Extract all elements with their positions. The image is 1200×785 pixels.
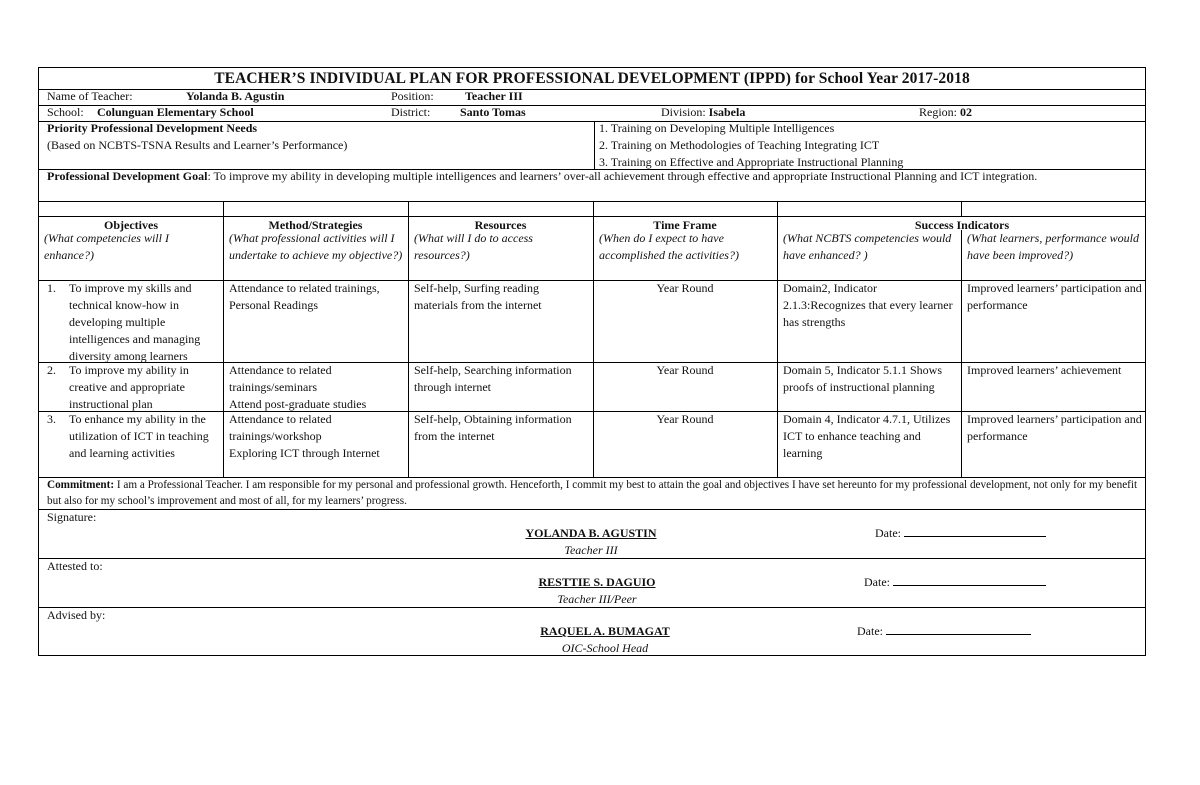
district-name: Santo Tomas bbox=[460, 105, 526, 119]
division-name: Isabela bbox=[708, 105, 746, 119]
row-learners: Improved learners’ participation and performance bbox=[967, 412, 1142, 443]
advised-label: Advised by: bbox=[47, 608, 106, 622]
col-objectives: Objectives bbox=[104, 218, 158, 232]
date-field[interactable] bbox=[875, 525, 1046, 542]
date-field[interactable] bbox=[864, 574, 1046, 591]
signatory-role: Teacher III/Peer bbox=[557, 592, 637, 606]
priority-need-item: 3. Training on Effective and Appropriate Instructional Planning bbox=[599, 155, 904, 169]
row-number: 2. bbox=[47, 363, 56, 377]
school-label: School: bbox=[47, 105, 84, 119]
date-label: Date: bbox=[857, 624, 883, 638]
col-timeframe: Time Frame bbox=[653, 218, 717, 232]
row-timeframe: Year Round bbox=[656, 281, 714, 295]
col-resources: Resources bbox=[474, 218, 527, 232]
row-number: 3. bbox=[47, 412, 56, 426]
row-method: Attendance to related trainings, Personal Readings bbox=[229, 281, 380, 312]
position-label: Position: bbox=[391, 89, 434, 103]
division bbox=[661, 104, 745, 121]
commitment-statement bbox=[47, 477, 1139, 509]
priority-need-item: 1. Training on Developing Multiple Intelligences bbox=[599, 121, 835, 135]
row-resources: Self-help, Surfing reading materials from the internet bbox=[414, 281, 542, 312]
signatory-role: Teacher III bbox=[564, 543, 618, 557]
row-resources: Self-help, Searching information through internet bbox=[414, 363, 572, 394]
methods-question: (What professional activities will I undertake to achieve my objective?) bbox=[229, 231, 403, 262]
learners-question: (What learners, performance would have been improved?) bbox=[967, 231, 1139, 262]
rule bbox=[223, 201, 224, 477]
priority-basis: (Based on NCBTS-TSNA Results and Learner’s Performance) bbox=[47, 138, 348, 152]
priority-need-item: 2. Training on Methodologies of Teaching Integrating ICT bbox=[599, 138, 880, 152]
goal-label: Professional Development Goal bbox=[47, 169, 208, 183]
signatory-name: RESTTIE S. DAGUIO bbox=[538, 575, 656, 589]
row-ncbts: Domain2, Indicator 2.1.3:Recognizes that every learner has strengths bbox=[783, 281, 953, 329]
row-objective: To enhance my ability in the utilization of ICT in teaching and learning activities bbox=[69, 412, 209, 460]
form-title: TEACHER’S INDIVIDUAL PLAN FOR PROFESSIONAL DEVELOPMENT (IPPD) for School Year 2017-2018 bbox=[214, 70, 970, 87]
row-method-line: Exploring ICT through Internet bbox=[229, 446, 380, 460]
rule bbox=[39, 201, 1145, 202]
row-method bbox=[229, 362, 405, 413]
goal-text: : To improve my ability in developing multiple intelligences and learners’ over-all achievement through effective and appropriate Instructional Planning and ICT integration. bbox=[207, 169, 1038, 183]
col-methods: Method/Strategies bbox=[268, 218, 363, 232]
col-success: Success Indicators bbox=[914, 218, 1010, 232]
signatory-role: OIC-School Head bbox=[561, 641, 649, 655]
row-timeframe: Year Round bbox=[656, 412, 714, 426]
rule bbox=[39, 216, 1145, 217]
row-method-line: Attend post-graduate studies bbox=[229, 397, 367, 411]
teacher-name: Yolanda B. Agustin bbox=[186, 89, 285, 103]
priority-heading: Priority Professional Development Needs bbox=[47, 121, 258, 135]
date-field[interactable] bbox=[857, 623, 1031, 640]
date-line[interactable] bbox=[893, 575, 1046, 586]
row-method bbox=[229, 411, 405, 462]
objectives-question: (What competencies will I enhance?) bbox=[44, 231, 169, 262]
signatory-name: YOLANDA B. AGUSTIN bbox=[525, 526, 657, 540]
row-method-line: Attendance to related trainings/seminars bbox=[229, 363, 332, 394]
date-label: Date: bbox=[875, 526, 901, 540]
row-timeframe: Year Round bbox=[656, 363, 714, 377]
teacher-position: Teacher III bbox=[465, 89, 523, 103]
row-learners: Improved learners’ achievement bbox=[967, 363, 1122, 377]
row-ncbts: Domain 5, Indicator 5.1.1 Shows proofs of instructional planning bbox=[783, 363, 942, 394]
rule bbox=[961, 201, 962, 216]
date-label: Date: bbox=[864, 575, 890, 589]
row-ncbts: Domain 4, Indicator 4.7.1, Utilizes ICT to enhance teaching and learning bbox=[783, 412, 951, 460]
commitment-text: I am a Professional Teacher. I am responsible for my personal and professional growth. Henceforth, I commit my best to attain the goal and objectives I have set hereunto for my professional development, not only for my benefit but also for my school’s improvement and most of all, for my learners’ progress. bbox=[47, 479, 1138, 507]
row-learners: Improved learners’ participation and performance bbox=[967, 281, 1142, 312]
row-objective: To improve my ability in creative and appropriate instructional plan bbox=[69, 363, 189, 411]
rule bbox=[594, 121, 595, 169]
rule bbox=[961, 230, 962, 477]
ncbts-question: (What NCBTS competencies would have enhanced? ) bbox=[783, 231, 952, 262]
row-objective: To improve my skills and technical know-how in developing multiple intelligences and managing diversity among learners bbox=[69, 281, 201, 363]
name-label: Name of Teacher: bbox=[47, 89, 133, 103]
district-label: District: bbox=[391, 105, 431, 119]
row-number: 1. bbox=[47, 281, 56, 295]
goal-statement bbox=[47, 168, 1037, 185]
rule bbox=[39, 509, 1145, 510]
attested-label: Attested to: bbox=[47, 559, 103, 573]
school-name: Colunguan Elementary School bbox=[97, 105, 254, 119]
signature-label: Signature: bbox=[47, 510, 97, 524]
row-resources: Self-help, Obtaining information from the internet bbox=[414, 412, 572, 443]
rule bbox=[408, 201, 409, 477]
row-method-line: Attendance to related trainings/workshop bbox=[229, 412, 332, 443]
ippd-form bbox=[38, 67, 1146, 656]
signatory-name: RAQUEL A. BUMAGAT bbox=[540, 624, 670, 638]
timeframe-question: (When do I expect to have accomplished the activities?) bbox=[599, 231, 739, 262]
commitment-label: Commitment: bbox=[47, 479, 115, 491]
region bbox=[919, 104, 972, 121]
date-line[interactable] bbox=[886, 624, 1031, 635]
date-line[interactable] bbox=[904, 526, 1046, 537]
division-label: Division: bbox=[661, 105, 706, 119]
rule bbox=[593, 201, 594, 477]
region-label: Region: bbox=[919, 105, 957, 119]
rule bbox=[777, 201, 778, 477]
region-value: 02 bbox=[960, 105, 972, 119]
resources-question: (What will I do to access resources?) bbox=[414, 231, 533, 262]
